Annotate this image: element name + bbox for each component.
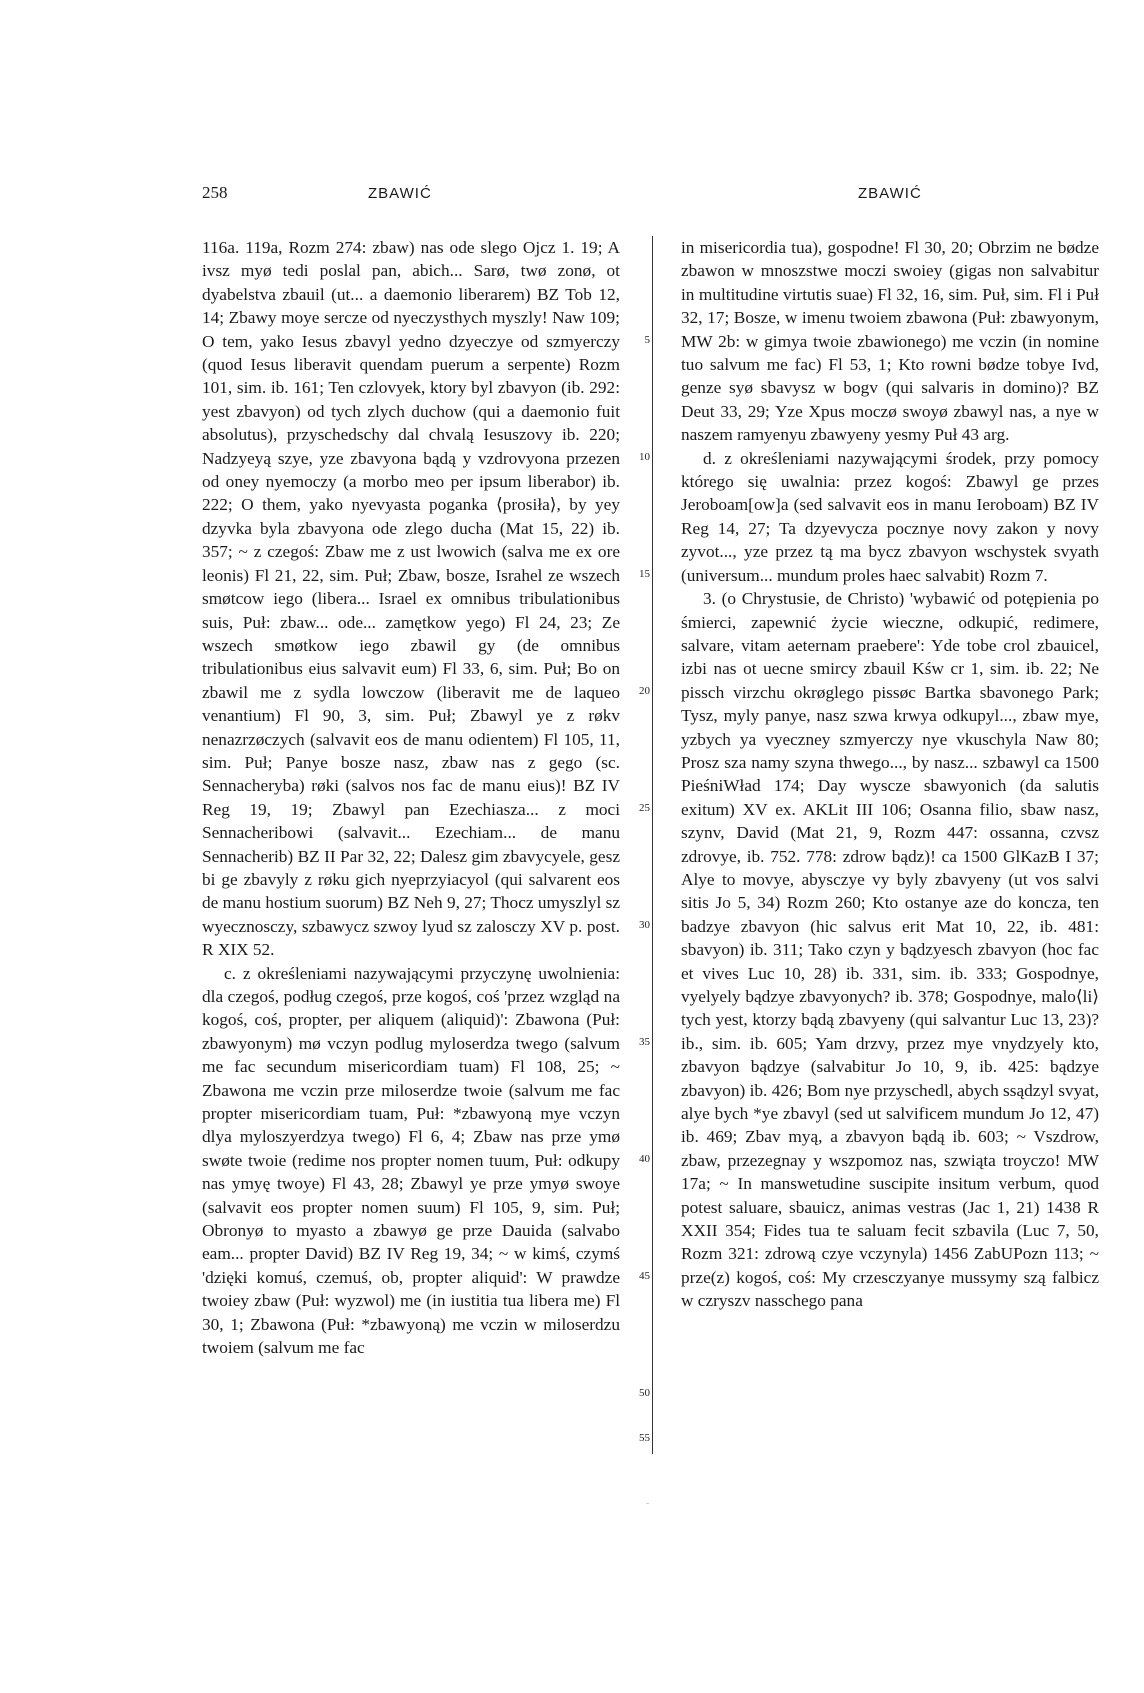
footer-mark: - (646, 1498, 650, 1509)
line-number: 40 (639, 1153, 650, 1165)
left-paragraph-1: 116a. 119a, Rozm 274: zbaw) nas ode slego Ojcz 1. 19; A ivsz myø tedi poslal pan, abich... Sarø, twø zonø, ot dyabelstva zbauil (ut... a daemonio liberarem) BZ Tob 12, 14; Zbawy moye sercze od nyeczysthych myszly! Naw 109; O tem, yako Iesus zbavyl yedno dzyeczye od szmyerczy (quod Iesus liberavit quendam puerum a serpente) Rozm 101, sim. ib. 161; Ten czlovyek, ktory byl zbavyon (ib. 292: yest zbavyon) od tych zlych duchow (qui a daemonio fuit absolutus), przyschedschy dal chvalą Iesuszovy ib. 220; Nadzyeyą szye, yze zbavyona bądą y vzdrovyona przezen od oney nyemoczy (a morbo meo per ipsum liberabor) ib. 222; O them, yako nyevyasta poganka ⟨prosiła⟩, by yey dzyvka byla zbavyona ode zlego ducha (Mat 15, 22) ib. 357; ~ z czegoś: Zbaw me z ust lwowich (salva me ex ore leonis) Fl 21, 22, sim. Puł; Zbaw, bosze, Israhel ze wszech smøtcow iego (libera... Israel ex omnibus tribulationibus suis, Puł: zbaw... ode... zamętkow yego) Fl 24, 23; Ze wszech smøtkow iego zbawil gy (de omnibus tribulationibus eius salvavit eum) Fl 33, 6, sim. Puł; Bo on zbawil me z sydla lowczow (liberavit me de laqueo venantium) Fl 90, 3, sim. Puł; Zbawyl ye z røkv nenazrzøczych (salvavit eos de manu odientem) Fl 105, 11, sim. Puł; Panye bosze nasz, zbaw nas z gego (sc. Sennacheryba) røki (salvos nos fac de manu eius)! BZ IV Reg 19, 19; Zbawyl pan Ezechiasza... z moci Sennacheribowi (salvavit... Ezechiam... de manu Sennacherib) BZ II Par 32, 22; Dalesz gim zbavycyele, gesz bi ge zbavyly z røku gich nyeprzyiacyol (qui salvarent eos de manu hostium suorum) BZ Neh 9, 27; Thocz umyszlyl sz wyecznosczy, szbawycz szwoy lyud sz zalosczy XV p. post. R XIX 52. (202, 238, 620, 960)
page-number: 258 (202, 183, 228, 202)
running-head-right: ZBAWIĆ (858, 185, 922, 202)
line-number: 35 (639, 1036, 650, 1048)
line-number: 5 (644, 334, 650, 346)
line-number: 55 (639, 1432, 650, 1444)
left-paragraph-2: c. z określeniami nazywającymi przyczynę uwolnienia: dla czegoś, podług czegoś, prze kogoś, coś 'przez wzgląd na kogoś, coś, propter, per aliquem (aliquid)': Zbawona (Puł: zbawyonym) mø vczyn podlug myloserdza twego (salvum me fac secundum misericordiam tuam) Fl 108, 25; ~ Zbawona me vczin prze miloserdze twoie (salvum me fac propter misericordiam tuam, Puł: *zbawyoną mye vczyn dlya myloszyerdzya twego) Fl 6, 4; Zbaw nas prze ymø swøte twoie (redime nos propter nomen tuum, Puł: odkupy nas ymyę twoye) Fl 43, 28; Zbawyl ye prze ymyø swoye (salvavit eos propter nomen suum) Fl 105, 9, sim. Puł; Obronyø to myasto a zbawyø ge prze Dauida (salvabo eam... propter David) BZ IV Reg 19, 34; ~ w kimś, czymś 'dzięki komuś, czemuś, ob, propter aliquid': W prawdze twoiey zbaw (Puł: wyzwol) me (in iustitia tua libera me) Fl 30, 1; Zbawona (Puł: *zbawyoną) me vczin w miloserdzu twoiem (salvum me fac (202, 963, 620, 1358)
line-number: 15 (639, 568, 650, 580)
line-number: 10 (639, 451, 650, 463)
right-column (681, 236, 1099, 1313)
line-number: 30 (639, 919, 650, 931)
line-numbers (632, 236, 656, 1466)
right-paragraph-1: in misericordia tua), gospodne! Fl 30, 20; Obrzim ne bødze zbawon w mnoszstwe moczi swoiey (gigas non salvabitur in multitudine virtutis suae) Fl 32, 16, sim. Puł, sim. Fl i Puł 32, 17; Bosze, w imenu twoiem zbawona (Puł: zbawyonym, MW 2b: w gimya twoie zbawionego) me vczin (in nomine tuo salvum me fac) Fl 53, 1; Kto rowni bødze tobye Ivd, genze syø sbavysz w bogv (qui salvaris in domino)? BZ Deut 33, 29; Yze Xpus moczø swoyø zbawyl nas, a nye w naszem ramyenyu zbawyeny yesmy Puł 43 arg. (681, 238, 1099, 445)
line-number: 25 (639, 802, 650, 814)
line-number: 50 (639, 1387, 650, 1399)
line-number: 20 (639, 685, 650, 697)
right-paragraph-2: d. z określeniami nazywającymi środek, przy pomocy którego się uwalnia: przez kogoś: Zbawyl ge przes Jeroboam[ow]a (sed salvavit eos in manu Ieroboam) BZ IV Reg 14, 27; Ta dzyevycza pocznye novy zakon y novy zyvot..., yze przez tą ma bycz zbavyon wschystek svyath (universum... mundum proles haec salvabit) Rozm 7. (681, 448, 1099, 585)
left-column (202, 236, 620, 1360)
line-number: 45 (639, 1270, 650, 1282)
right-paragraph-3: 3. (o Chrystusie, de Christo) 'wybawić od potępienia po śmierci, zapewnić życie wieczne, odkupić, redimere, salvare, vitam aeternam praebere': Yde tobe crol zbauicel, izbi nas ot uecne smircy zbauil Kśw cr 1, sim. ib. 22; Ne pissch virzchu okrøglego pissøc Bartka sbavonego Park; Tysz, myly panye, nasz szwa krwya odkupyl..., zbaw mye, yzbych ya vyeczney szmyerczy nye vkuschyla Naw 80; Prosz sza namy szyna thwego..., by nasz... szbawyl ca 1500 PieśniWład 174; Day wyscze sbawyonich (da salutis exitum) XV ex. AKLit III 106; Osanna filio, sbaw nasz, szynv, David (Mat 21, 9, Rozm 447: ossanna, czvsz zdrovye, ib. 752. 778: zdrow bądz)! ca 1500 GlKazB I 37; Alye to movye, abysczye vy byly zbavyeny (ut vos salvi sitis Jo 5, 34) Rozm 260; Kto ostanye aze do koncza, ten badzye zbavyon (hic salvus erit Mat 10, 22, ib. 481: sbavyon) ib. 311; Tako czyn y bądzyesch zbavyon (hoc fac et vives Luc 10, 28) ib. 331, sim. ib. 333; Gospodnye, vyelyely bądzye zbavyonych? ib. 378; Gospodnye, malo⟨li⟩ tych yest, ktorzy bądą zbavyeny (qui salvantur Luc 13, 23)? ib., sim. ib. 605; Yam drzvy, przez mye vnydzyely kto, zbavyon bądzye (salvabitur Jo 10, 9, ib. 425: bądzye zbavyon) ib. 426; Bom nye przyschedl, abych ssądzyl svyat, alye bych *ye zbavyl (sed ut salvificem mundum Jo 12, 47) ib. 469; Zbav myą, a zbavyon bądą ib. 603; ~ Vszdrow, zbaw, przezegnay y wszpomoz nas, szwiąta troyczo! MW 17a; ~ In manswetudine suscipite insitum verbum, quod potest saluare, sbauicz, animas vestras (Jac 1, 21) 1438 R XXII 354; Fides tua te saluam fecit szbavila (Luc 7, 50, Rozm 321: zdrową czye vczynyla) 1456 ZabUPozn 113; ~ prze(z) kogoś, coś: My crzesczyanye mussymy szą falbicz w czryszv nasschego pana (681, 589, 1100, 1311)
running-head-left: ZBAWIĆ (368, 185, 432, 202)
